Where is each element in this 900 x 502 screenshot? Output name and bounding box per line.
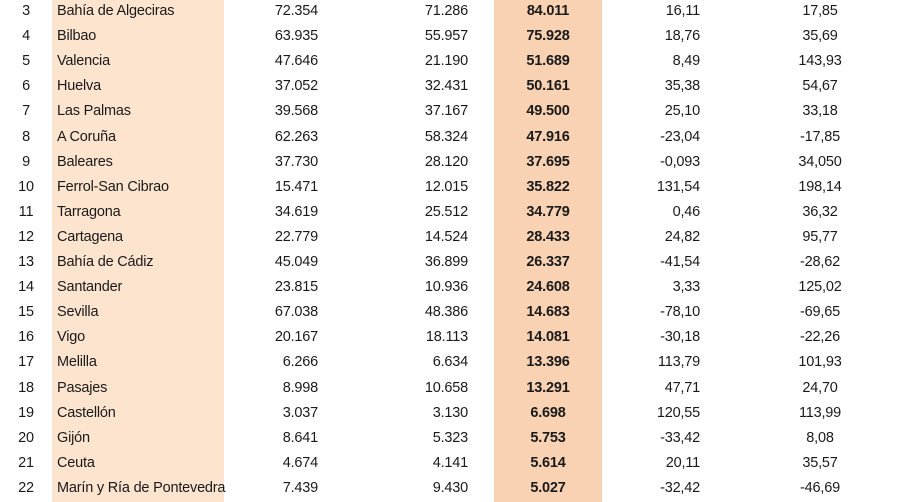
rank-cell: 6: [22, 78, 30, 95]
table-row: [0, 401, 900, 426]
port-name-cell: Sevilla: [57, 304, 99, 321]
value-col1-cell: 34.619: [274, 203, 318, 220]
rank-cell: 7: [22, 103, 30, 120]
value-col1-cell: 72.354: [274, 3, 318, 19]
rank-cell: 8: [22, 128, 30, 145]
value-col2-cell: 55.957: [424, 28, 468, 45]
value-col2-cell: 25.512: [424, 203, 468, 220]
pct-col2-cell: 24,70: [802, 379, 838, 396]
table-row: [0, 451, 900, 476]
total-cell: 35.822: [526, 178, 570, 195]
pct-col2-cell: 113,99: [798, 404, 842, 421]
rank-cell: 12: [18, 228, 34, 245]
port-name-cell: Valencia: [57, 53, 110, 70]
rank-cell: 21: [18, 454, 34, 471]
total-cell: 37.695: [526, 153, 570, 170]
pct-col1-cell: 47,71: [664, 379, 700, 396]
value-col2-cell: 5.323: [432, 429, 468, 446]
table-row: [0, 24, 900, 49]
value-col2-cell: 12.015: [424, 178, 468, 195]
pct-col1-cell: 8,49: [672, 53, 700, 70]
pct-col2-cell: 95,77: [802, 228, 838, 245]
table-row: [0, 476, 900, 501]
rank-cell: 18: [18, 379, 34, 396]
pct-col2-cell: 54,67: [802, 78, 838, 95]
pct-col1-cell: 120,55: [656, 404, 700, 421]
table-row: [0, 325, 900, 350]
value-col1-cell: 22.779: [274, 228, 318, 245]
rank-cell: 5: [22, 53, 30, 70]
table-row: [0, 175, 900, 200]
pct-col2-cell: 34,050: [798, 153, 842, 170]
rank-cell: 17: [18, 354, 34, 371]
pct-col2-cell: -28,62: [800, 254, 840, 270]
rank-cell: 10: [18, 178, 34, 195]
value-col2-cell: 10.658: [424, 379, 468, 396]
rank-cell: 22: [18, 479, 34, 496]
table-row: [0, 426, 900, 451]
pct-col2-cell: 101,93: [798, 354, 842, 371]
pct-col2-cell: -17,85: [800, 128, 840, 145]
rank-cell: 11: [18, 203, 34, 220]
port-name-cell: Melilla: [57, 354, 97, 371]
port-name-cell: Vigo: [57, 329, 85, 346]
pct-col2-cell: 33,18: [802, 103, 838, 120]
port-name-cell: Cartagena: [57, 228, 123, 245]
value-col1-cell: 63.935: [274, 28, 318, 45]
table-row: [0, 300, 900, 325]
pct-col2-cell: 8,08: [806, 429, 834, 446]
pct-col2-cell: -22,26: [800, 329, 840, 346]
value-col1-cell: 37.052: [274, 78, 318, 95]
table-row: [0, 350, 900, 375]
pct-col1-cell: 18,76: [664, 28, 700, 45]
table-row: [0, 74, 900, 99]
pct-col1-cell: 0,46: [672, 203, 700, 220]
pct-col1-cell: 16,11: [665, 3, 700, 19]
table-row: [0, 0, 900, 24]
value-col2-cell: 28.120: [424, 153, 468, 170]
port-name-cell: Gijón: [57, 429, 90, 446]
port-name-cell: Huelva: [57, 78, 101, 95]
port-name-cell: Bahía de Algeciras: [57, 3, 175, 19]
pct-col1-cell: 3,33: [672, 279, 700, 296]
pct-col2-cell: -46,69: [800, 479, 840, 496]
pct-col2-cell: 36,32: [802, 203, 838, 220]
value-col1-cell: 7.439: [282, 479, 318, 496]
rank-cell: 4: [22, 28, 30, 45]
pct-col1-cell: -41,54: [660, 254, 700, 270]
value-col1-cell: 8.998: [282, 379, 318, 396]
pct-col1-cell: -23,04: [660, 128, 700, 145]
value-col2-cell: 10.936: [424, 279, 468, 296]
value-col1-cell: 3.037: [282, 404, 318, 421]
rank-cell: 9: [22, 153, 30, 170]
value-col1-cell: 20.167: [274, 329, 318, 346]
total-cell: 50.161: [526, 78, 570, 95]
port-name-cell: Pasajes: [57, 379, 108, 396]
total-cell: 14.683: [526, 304, 570, 321]
table-row: [0, 150, 900, 175]
total-cell: 28.433: [526, 228, 570, 245]
total-cell: 13.291: [526, 379, 570, 396]
value-col2-cell: 36.899: [424, 254, 468, 270]
value-col2-cell: 6.634: [432, 354, 468, 371]
value-col2-cell: 21.190: [424, 53, 468, 70]
pct-col2-cell: 17,85: [802, 3, 838, 19]
rank-cell: 20: [18, 429, 34, 446]
pct-col1-cell: -78,10: [660, 304, 700, 321]
pct-col1-cell: -32,42: [660, 479, 700, 496]
value-col2-cell: 4.141: [432, 454, 468, 471]
value-col1-cell: 45.049: [274, 254, 318, 270]
pct-col1-cell: 35,38: [664, 78, 700, 95]
table-row: [0, 250, 900, 275]
table-row: [0, 49, 900, 74]
value-col1-cell: 8.641: [282, 429, 318, 446]
value-col1-cell: 4.674: [282, 454, 318, 471]
port-name-cell: Santander: [57, 279, 123, 296]
value-col1-cell: 15.471: [274, 178, 318, 195]
value-col2-cell: 3.130: [432, 404, 468, 421]
port-name-cell: A Coruña: [57, 128, 116, 145]
pct-col1-cell: 131,54: [656, 178, 700, 195]
total-cell: 34.779: [526, 203, 570, 220]
value-col2-cell: 71.286: [424, 3, 468, 19]
pct-col2-cell: 125,02: [798, 279, 842, 296]
pct-col1-cell: 25,10: [664, 103, 700, 120]
value-col1-cell: 47.646: [274, 53, 318, 70]
rank-cell: 13: [18, 254, 34, 270]
value-col1-cell: 6.266: [282, 354, 318, 371]
pct-col1-cell: -30,18: [660, 329, 700, 346]
value-col1-cell: 37.730: [274, 153, 318, 170]
total-cell: 5.614: [530, 454, 566, 471]
total-cell: 13.396: [526, 354, 570, 371]
value-col2-cell: 58.324: [424, 128, 468, 145]
value-col2-cell: 14.524: [424, 228, 468, 245]
total-cell: 5.027: [530, 479, 566, 496]
port-name-cell: Las Palmas: [57, 103, 131, 120]
total-cell: 6.698: [530, 404, 566, 421]
total-cell: 84.011: [526, 3, 570, 19]
port-name-cell: Ferrol-San Cibrao: [57, 178, 169, 195]
value-col1-cell: 23.815: [274, 279, 318, 296]
total-cell: 75.928: [526, 28, 570, 45]
pct-col1-cell: -0,093: [660, 153, 700, 170]
pct-col1-cell: 24,82: [664, 228, 700, 245]
total-cell: 5.753: [530, 429, 566, 446]
total-cell: 51.689: [526, 53, 570, 70]
total-cell: 26.337: [526, 254, 570, 270]
port-name-cell: Bilbao: [57, 28, 97, 45]
total-cell: 14.081: [526, 329, 570, 346]
value-col1-cell: 39.568: [274, 103, 318, 120]
pct-col1-cell: -33,42: [660, 429, 700, 446]
rank-cell: 15: [18, 304, 34, 321]
value-col2-cell: 9.430: [432, 479, 468, 496]
total-cell: 47.916: [526, 128, 570, 145]
rank-cell: 19: [18, 404, 34, 421]
port-name-cell: Baleares: [57, 153, 113, 170]
value-col2-cell: 37.167: [424, 103, 468, 120]
port-name-cell: Marín y Ría de Pontevedra: [57, 479, 226, 496]
pct-col2-cell: 198,14: [798, 178, 842, 195]
value-col2-cell: 18.113: [425, 329, 468, 346]
table-row: [0, 376, 900, 401]
port-name-cell: Bahía de Cádiz: [57, 254, 154, 270]
value-col2-cell: 32.431: [424, 78, 468, 95]
rank-cell: 3: [22, 3, 30, 19]
table-row: [0, 99, 900, 124]
pct-col2-cell: 35,57: [802, 454, 838, 471]
pct-col2-cell: 143,93: [798, 53, 842, 70]
pct-col2-cell: 35,69: [802, 28, 838, 45]
table-row: [0, 200, 900, 225]
value-col1-cell: 67.038: [274, 304, 318, 321]
port-name-cell: Tarragona: [57, 203, 121, 220]
rank-cell: 16: [18, 329, 34, 346]
table-row: [0, 225, 900, 250]
total-cell: 24.608: [526, 279, 570, 296]
pct-col1-cell: 20,11: [665, 454, 700, 471]
value-col2-cell: 48.386: [424, 304, 468, 321]
port-name-cell: Castellón: [57, 404, 116, 421]
total-cell: 49.500: [526, 103, 570, 120]
table-row: [0, 125, 900, 150]
rank-cell: 14: [18, 279, 34, 296]
value-col1-cell: 62.263: [274, 128, 318, 145]
port-name-cell: Ceuta: [57, 454, 95, 471]
pct-col2-cell: -69,65: [800, 304, 840, 321]
pct-col1-cell: 113,79: [657, 354, 700, 371]
table-row: [0, 275, 900, 300]
